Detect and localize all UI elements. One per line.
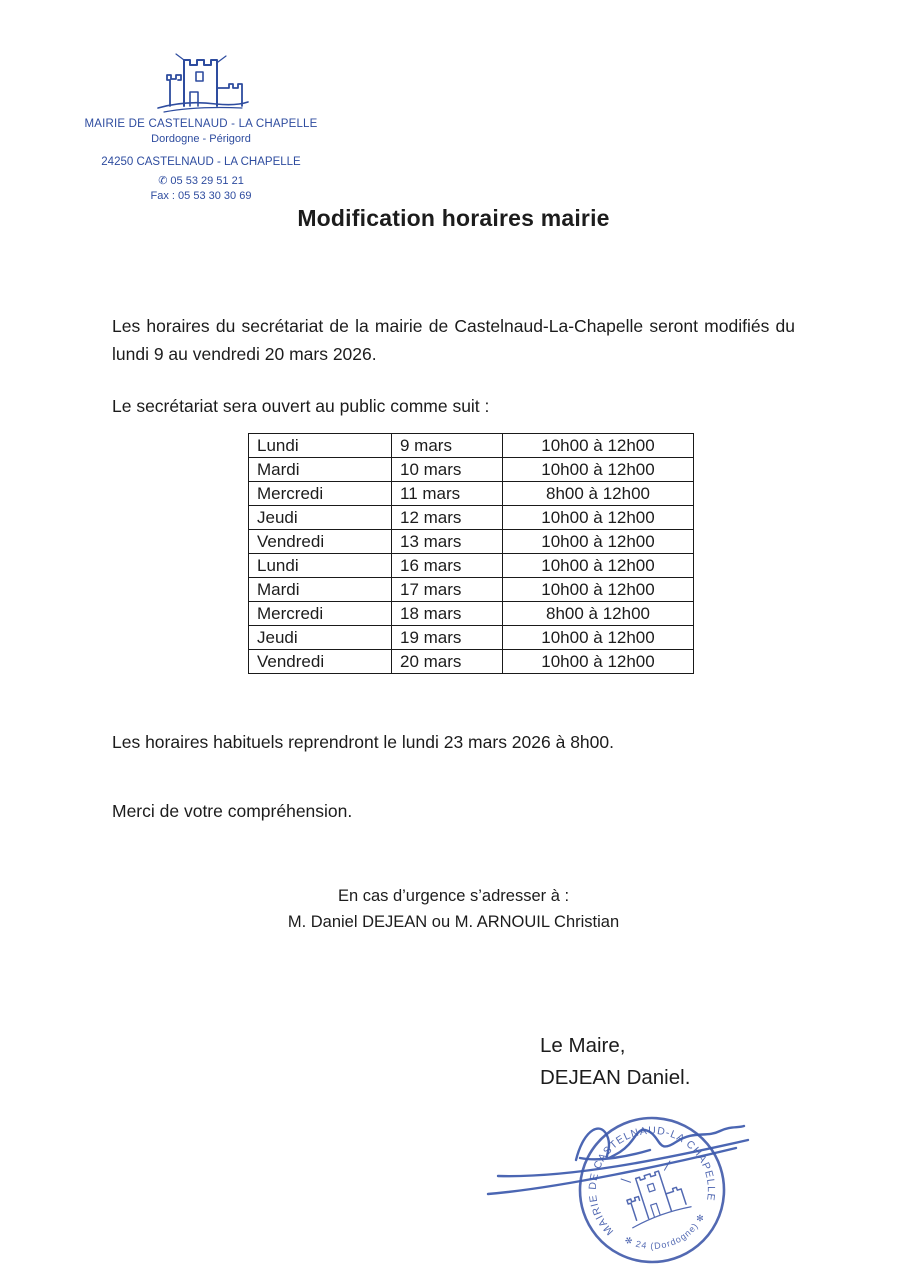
cell-day: Jeudi [249,626,392,650]
cell-day: Mercredi [249,602,392,626]
table-row [249,626,694,650]
letterhead-address: 24250 CASTELNAUD - LA CHAPELLE [101,156,301,168]
round-stamp [561,1099,742,1273]
intro-paragraph: Les horaires du secrétariat de la mairie de Castelnaud-La-Chapelle seront modifiés du lundi 9 au vendredi 20 mars 2026. [112,316,795,364]
cell-hours: 10h00 à 12h00 [503,554,694,578]
cell-hours: 10h00 à 12h00 [503,506,694,530]
cell-hours: 10h00 à 12h00 [503,626,694,650]
stamp-signature-svg [480,1098,840,1273]
table-row [249,650,694,674]
cell-date: 18 mars [392,602,503,626]
table-row [249,506,694,530]
stamp-and-signature [480,1098,840,1273]
cell-hours: 10h00 à 12h00 [503,530,694,554]
stamp-arc-bottom-text: ✻ 24 (Dordogne) ✻ [623,1211,707,1252]
emergency-line2: M. Daniel DEJEAN ou M. ARNOUIL Christian [287,912,620,931]
emergency-line1: En cas d’urgence s’adresser à : [337,887,570,905]
cell-day: Vendredi [249,530,392,554]
table-row [249,602,694,626]
table-row [249,554,694,578]
cell-day: Lundi [249,434,392,458]
page-title: Modification horaires mairie [297,205,610,231]
cell-day: Vendredi [249,650,392,674]
castle-emblem-icon [617,1159,692,1228]
cell-day: Jeudi [249,506,392,530]
letterhead-fax: Fax : 05 53 30 30 69 [150,190,252,202]
table-row [249,434,694,458]
cell-hours: 10h00 à 12h00 [503,458,694,482]
signature-name: DEJEAN Daniel. [540,1065,691,1089]
cell-date: 9 mars [392,434,503,458]
cell-day: Mardi [249,458,392,482]
emergency-block [112,884,795,935]
table-row [249,530,694,554]
cell-date: 16 mars [392,554,503,578]
schedule-table [248,433,694,674]
signature-role: Le Maire, [540,1034,626,1058]
thanks-paragraph: Merci de votre compréhension. [112,801,353,821]
table-row [249,578,694,602]
cell-date: 19 mars [392,626,503,650]
cell-date: 11 mars [392,482,503,506]
cell-hours: 10h00 à 12h00 [503,650,694,674]
cell-hours: 10h00 à 12h00 [503,434,694,458]
cell-day: Mardi [249,578,392,602]
phone-icon: ✆ [158,175,168,187]
letterhead-org-name: MAIRIE DE CASTELNAUD - LA CHAPELLE [84,118,318,130]
cell-date: 12 mars [392,506,503,530]
schedule-intro-line: Le secrétariat sera ouvert au public comme suit : [112,396,490,416]
resume-paragraph: Les horaires habituels reprendront le lundi 23 mars 2026 à 8h00. [112,732,614,752]
stamp-arc-top-text: MAIRIE DE CASTELNAUD-LA CHAPELLE [586,1124,717,1238]
letterhead-region: Dordogne - Périgord [151,133,251,145]
cell-date: 17 mars [392,578,503,602]
svg-text:✻ 24 (Dordogne) ✻ [621,1209,713,1261]
castle-logo-icon [146,36,256,114]
letterhead-phone [46,174,356,187]
cell-date: 10 mars [392,458,503,482]
letterhead [46,36,356,202]
cell-hours: 10h00 à 12h00 [503,578,694,602]
signature-text-block [540,1030,795,1094]
cell-date: 20 mars [392,650,503,674]
cell-hours: 8h00 à 12h00 [503,602,694,626]
cell-day: Mercredi [249,482,392,506]
cell-date: 13 mars [392,530,503,554]
phone-number: 05 53 29 51 21 [170,175,244,187]
table-row [249,482,694,506]
cell-hours: 8h00 à 12h00 [503,482,694,506]
cell-day: Lundi [249,554,392,578]
table-row [249,458,694,482]
